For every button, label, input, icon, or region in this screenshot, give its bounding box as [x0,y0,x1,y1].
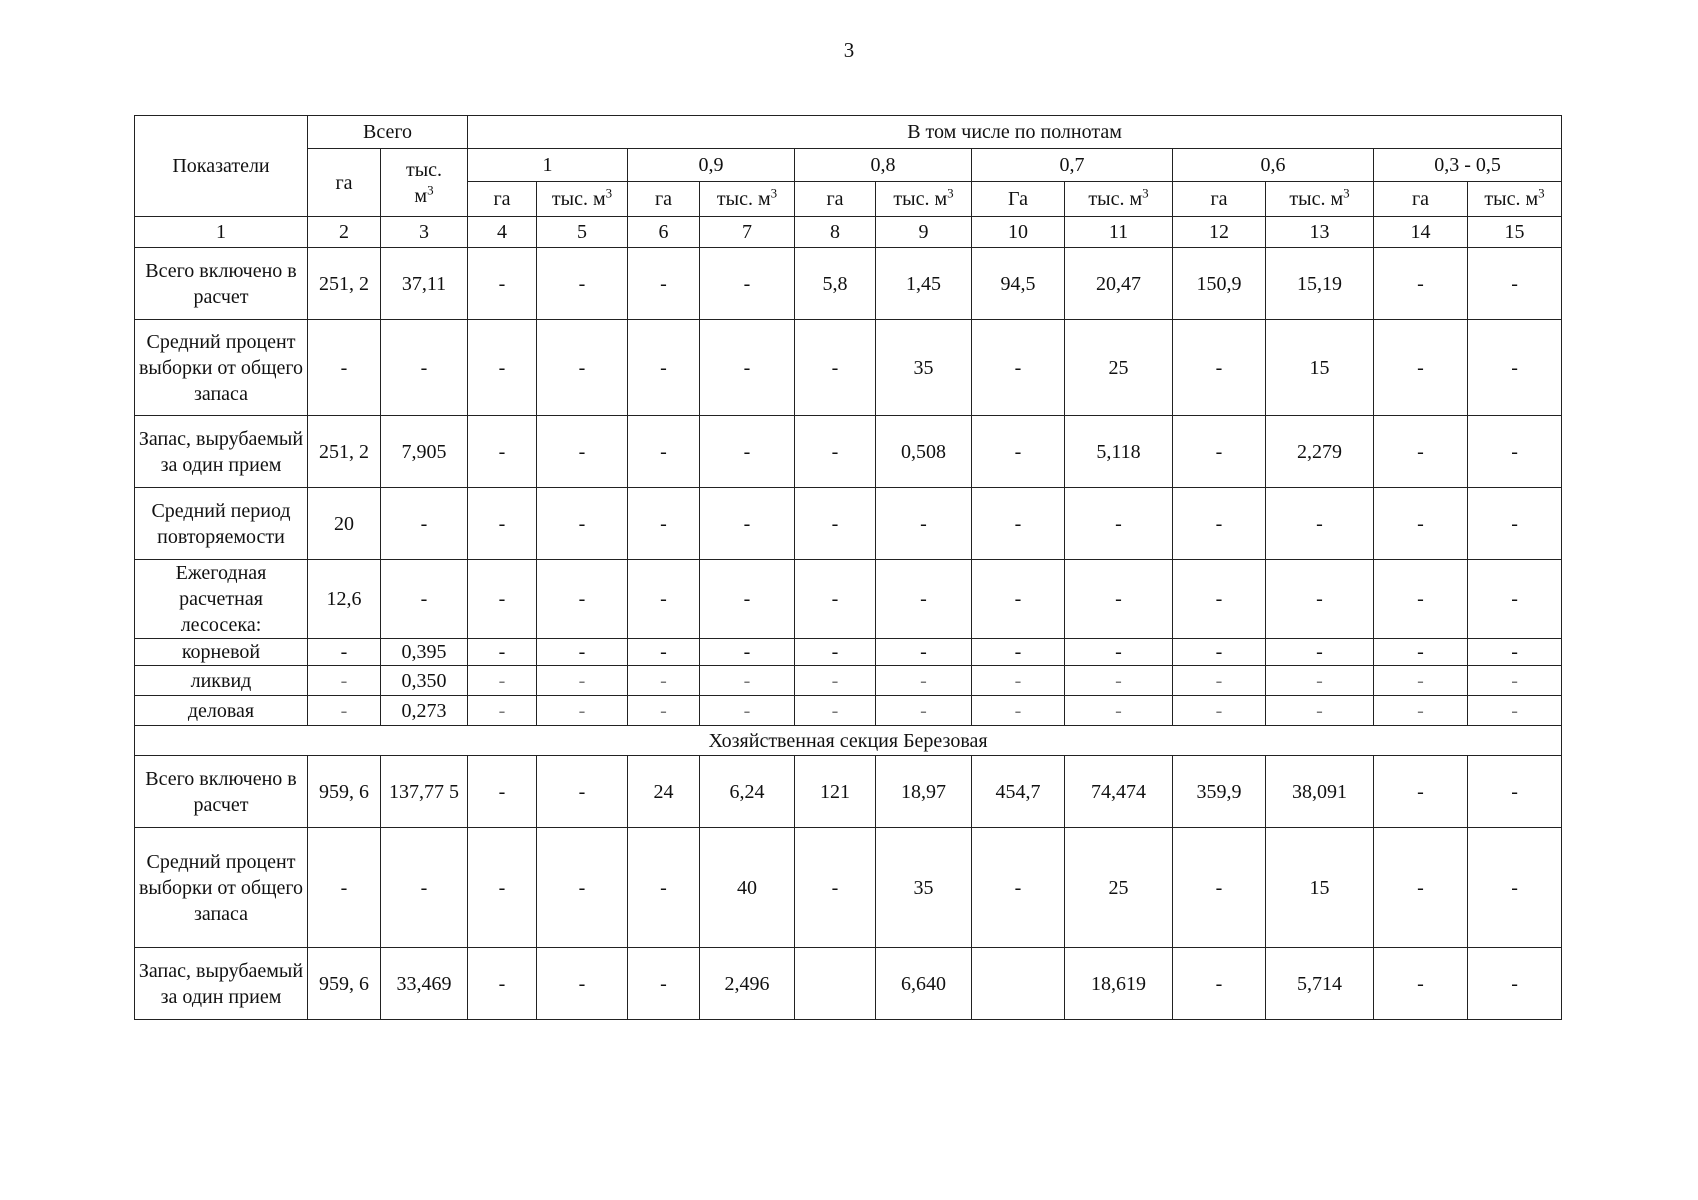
table-cell: 2,279 [1266,416,1374,488]
table-cell: - [1065,488,1173,560]
table-row [135,948,1562,1020]
table-cell: - [381,828,468,948]
table-cell: - [700,560,795,639]
table-cell: 5,8 [795,248,876,320]
table-cell: 18,97 [876,756,972,828]
table-cell: - [381,488,468,560]
table-cell: 6,640 [876,948,972,1020]
table-cell: - [628,560,700,639]
table-cell: 454,7 [972,756,1065,828]
row-label: Всего включено в расчет [135,248,308,320]
section-row [135,726,1562,756]
table-cell: 20 [308,488,381,560]
table-cell: 959, 6 [308,756,381,828]
table-cell: - [628,488,700,560]
table-cell: - [972,828,1065,948]
table-cell: 0,395 [381,639,468,666]
column-number: 10 [972,217,1065,248]
table-cell: - [876,696,972,726]
table-cell: 15,19 [1266,248,1374,320]
table-cell: 38,091 [1266,756,1374,828]
table-cell: 251, 2 [308,416,381,488]
table-cell: 35 [876,828,972,948]
column-number: 6 [628,217,700,248]
table-cell: - [628,639,700,666]
header-total-ha: га [308,149,381,217]
table-cell: 6,24 [700,756,795,828]
subheader-volume [700,182,795,217]
column-number: 14 [1374,217,1468,248]
page-number: 3 [843,38,855,62]
table-cell: - [1173,560,1266,639]
table-cell: - [1173,828,1266,948]
table-cell: - [795,639,876,666]
table-cell: - [700,639,795,666]
table-cell: - [1468,828,1562,948]
header-total-volume-line2: м [414,184,428,207]
subheader-ha: га [1173,182,1266,217]
cube-sup: 3 [1142,185,1149,201]
column-number: 3 [381,217,468,248]
table-cell: - [1173,639,1266,666]
table-row [135,666,1562,696]
table-cell: - [1468,416,1562,488]
table-cell: - [876,560,972,639]
table-cell: 15 [1266,828,1374,948]
subheader-volume-unit: тыс. м [1484,188,1539,210]
density-header: 0,8 [795,149,972,182]
table-cell: - [1374,320,1468,416]
table-cell: - [1468,948,1562,1020]
table-cell: - [1065,560,1173,639]
table-cell: 7,905 [381,416,468,488]
table-cell: 33,469 [381,948,468,1020]
table-cell: - [537,696,628,726]
column-number: 11 [1065,217,1173,248]
cube-sup: 3 [947,185,954,201]
table-cell: - [468,320,537,416]
column-number: 2 [308,217,381,248]
table-cell: 37,11 [381,248,468,320]
row-label: Всего включено в расчет [135,756,308,828]
column-number: 15 [1468,217,1562,248]
header-total-volume [381,149,468,217]
subheader-volume [1468,182,1562,217]
table-cell: 359,9 [1173,756,1266,828]
table-cell: - [1374,488,1468,560]
table-cell: - [1173,666,1266,696]
table-cell: - [700,320,795,416]
table-cell: - [628,416,700,488]
table-cell: - [537,828,628,948]
header-total-volume-line1: тыс. [405,158,443,181]
table-cell: - [381,560,468,639]
table-cell: - [628,696,700,726]
table-cell: - [876,488,972,560]
table-cell: - [468,416,537,488]
subheader-volume [1065,182,1173,217]
subheader-volume-unit: тыс. м [551,188,606,210]
table-cell: - [876,639,972,666]
table-row [135,639,1562,666]
table-cell: - [1173,948,1266,1020]
table-cell: - [795,696,876,726]
cube-sup: 3 [427,181,434,197]
row-label: Запас, вырубаемый за один прием [135,948,308,1020]
table-cell: - [1468,639,1562,666]
table-cell: - [381,320,468,416]
table-cell: - [468,488,537,560]
table-cell: - [1468,248,1562,320]
table-cell: - [972,488,1065,560]
table-cell: - [1374,756,1468,828]
subheader-ha: Га [972,182,1065,217]
table-cell [972,948,1065,1020]
table-cell: - [308,666,381,696]
subheader-volume-unit: тыс. м [716,188,771,210]
table-cell: 0,350 [381,666,468,696]
column-number: 1 [135,217,308,248]
table-cell: - [1266,488,1374,560]
table-cell: - [628,320,700,416]
table-row [135,696,1562,726]
subheader-ha: га [795,182,876,217]
table-cell: - [972,696,1065,726]
table-cell: - [795,560,876,639]
table-row [135,756,1562,828]
density-header: 0,7 [972,149,1173,182]
table-cell: - [795,320,876,416]
header-by-density: В том числе по полнотам [468,116,1562,149]
table-cell: - [1173,696,1266,726]
table-cell: - [972,560,1065,639]
table-cell: - [795,416,876,488]
column-number: 7 [700,217,795,248]
table-cell: 24 [628,756,700,828]
table-cell: - [1266,666,1374,696]
cube-sup: 3 [1538,185,1545,201]
table-cell: 25 [1065,828,1173,948]
table-cell: 150,9 [1173,248,1266,320]
column-number: 5 [537,217,628,248]
table-cell: - [1468,666,1562,696]
table-cell: - [628,248,700,320]
table-cell: - [1374,948,1468,1020]
row-label: Средний процент выборки от общего запаса [135,320,308,416]
table-cell: - [468,756,537,828]
subheader-ha: га [1374,182,1468,217]
table-cell: - [700,488,795,560]
table-cell: 5,714 [1266,948,1374,1020]
table-cell: 121 [795,756,876,828]
header-indicators: Показатели [135,116,308,217]
cube-sup: 3 [605,185,613,201]
table-cell: - [1173,488,1266,560]
subheader-volume [876,182,972,217]
table-cell: - [1173,416,1266,488]
table-cell: - [1468,488,1562,560]
table-cell: - [308,320,381,416]
table-cell: - [537,948,628,1020]
table-cell: - [1374,639,1468,666]
table-cell [795,948,876,1020]
table-cell: 40 [700,828,795,948]
density-header: 0,3 - 0,5 [1374,149,1562,182]
table-cell: - [537,320,628,416]
table-cell: 1,45 [876,248,972,320]
table-cell: - [1468,696,1562,726]
table-row [135,488,1562,560]
table-row [135,248,1562,320]
table-cell: - [795,666,876,696]
table-cell: 94,5 [972,248,1065,320]
column-number: 9 [876,217,972,248]
table-cell: - [1266,696,1374,726]
table-cell: - [1266,639,1374,666]
row-label: Запас, вырубаемый за один прием [135,416,308,488]
column-number-row [135,217,1562,248]
table-cell: - [795,488,876,560]
table-cell: - [468,560,537,639]
table-row [135,560,1562,639]
subheader-volume-unit: тыс. м [1289,188,1344,210]
table-cell: 2,496 [700,948,795,1020]
table-cell: - [1374,416,1468,488]
table-cell: - [468,828,537,948]
table-cell: 0,508 [876,416,972,488]
table-cell: - [308,828,381,948]
table-cell: 74,474 [1065,756,1173,828]
table-cell: - [700,248,795,320]
subheader-volume-unit: тыс. м [893,188,948,210]
density-header: 0,6 [1173,149,1374,182]
table-cell: - [1374,696,1468,726]
subheader-volume-unit: тыс. м [1088,188,1143,210]
table-cell: - [537,488,628,560]
header-total: Всего [308,116,468,149]
harvest-table [134,115,1562,1020]
table-row [135,416,1562,488]
column-number: 13 [1266,217,1374,248]
table-cell: - [537,666,628,696]
table-cell: - [468,666,537,696]
row-label: корневой [135,639,308,666]
table-cell: 0,273 [381,696,468,726]
row-label: деловая [135,696,308,726]
density-header: 0,9 [628,149,795,182]
table-cell: 12,6 [308,560,381,639]
cube-sup: 3 [770,185,778,201]
table-cell: - [537,639,628,666]
table-cell: - [537,248,628,320]
table-cell: 251, 2 [308,248,381,320]
table-cell: - [468,948,537,1020]
table-cell: - [1374,248,1468,320]
table-cell: - [308,696,381,726]
table-cell: - [1374,666,1468,696]
row-label: Ежегодная расчетная лесосека: [135,560,308,639]
table-cell: 25 [1065,320,1173,416]
subheader-ha: га [468,182,537,217]
section-title: Хозяйственная секция Березовая [135,726,1562,756]
subheader-volume [537,182,628,217]
table-row [135,828,1562,948]
table-cell: 959, 6 [308,948,381,1020]
row-label: Средний период повторяемости [135,488,308,560]
table-cell: - [1468,320,1562,416]
table-cell: - [795,828,876,948]
table-cell: 18,619 [1065,948,1173,1020]
column-number: 8 [795,217,876,248]
table-cell: - [1374,560,1468,639]
column-number: 12 [1173,217,1266,248]
table-cell: 137,77 5 [381,756,468,828]
table-cell: - [972,416,1065,488]
row-label: ликвид [135,666,308,696]
table-cell: - [537,756,628,828]
subheader-volume [1266,182,1374,217]
table-cell: - [628,666,700,696]
table-cell: - [1468,560,1562,639]
table-cell: - [700,416,795,488]
column-number: 4 [468,217,537,248]
table-cell: - [700,666,795,696]
density-header: 1 [468,149,628,182]
table-cell: - [468,639,537,666]
cube-sup: 3 [1343,185,1350,201]
table-cell: - [1065,696,1173,726]
table-cell: - [537,416,628,488]
table-cell: - [1374,828,1468,948]
row-label: Средний процент выборки от общего запаса [135,828,308,948]
table-cell: - [628,828,700,948]
table-cell: - [468,696,537,726]
table-cell: - [1065,666,1173,696]
table-cell: 5,118 [1065,416,1173,488]
table-cell: 15 [1266,320,1374,416]
table-cell: - [1468,756,1562,828]
table-cell: - [972,666,1065,696]
table-cell: - [700,696,795,726]
table-row [135,320,1562,416]
table-cell: - [972,320,1065,416]
table-cell: - [308,639,381,666]
table-cell: - [972,639,1065,666]
subheader-ha: га [628,182,700,217]
table-cell: - [628,948,700,1020]
table-cell: - [537,560,628,639]
table-cell: - [1065,639,1173,666]
table-cell: - [468,248,537,320]
table-cell: 20,47 [1065,248,1173,320]
table-cell: - [1173,320,1266,416]
table-cell: 35 [876,320,972,416]
table-cell: - [876,666,972,696]
table-cell: - [1266,560,1374,639]
